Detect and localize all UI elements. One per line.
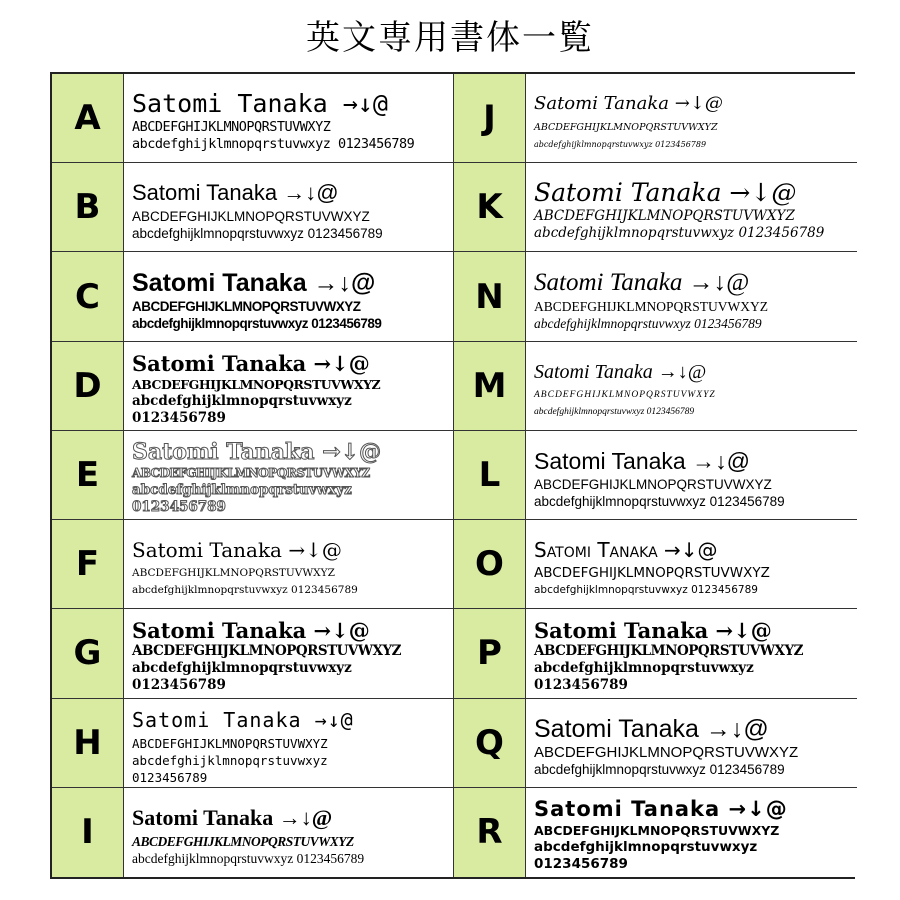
font-letter-j: J	[454, 74, 526, 163]
font-letter-a: A	[52, 74, 124, 163]
sample-name: Satomi Tanaka →↓@	[534, 538, 718, 563]
sample-lower: abcdefghijklmnopqrstuvwxyz 0123456789	[534, 406, 695, 417]
sample-lower: abcdefghijklmnopqrstuvwxyz 0123456789	[132, 136, 415, 153]
font-sample-e	[124, 431, 454, 520]
font-sample-l	[526, 431, 857, 520]
sample-upper: ABCDEFGHIJKLMNOPQRSTUVWXYZ	[534, 208, 795, 225]
sample-upper: ABCDEFGHIJKLMNOPQRSTUVWXYZ	[534, 743, 799, 761]
sample-name: Satomi Tanaka →↓@	[132, 89, 388, 119]
sample-lower: abcdefghijklmnopqrstuvwxyz 0123456789	[132, 315, 382, 331]
sample-upper: ABCDEFGHIJKLMNOPQRSTUVWXYZ	[132, 119, 331, 136]
font-sample-j	[526, 74, 857, 163]
font-sample-i	[124, 788, 454, 877]
sample-name: Satomi Tanaka →↓@	[534, 714, 769, 743]
sample-lower: abcdefghijklmnopqrstuvwxyz 0123456789	[132, 226, 383, 242]
sample-upper: ABCDEFGHIJKLMNOPQRSTUVWXYZ	[534, 389, 716, 400]
font-sample-b	[124, 163, 454, 252]
sample-digits: 0123456789	[132, 677, 226, 694]
sample-lower: abcdefghijklmnopqrstuvwxyz	[534, 839, 758, 856]
font-letter-f: F	[52, 520, 124, 609]
sample-lower: abcdefghijklmnopqrstuvwxyz 0123456789	[534, 584, 758, 597]
sample-lower: abcdefghijklmnopqrstuvwxyz 0123456789	[534, 493, 785, 509]
font-letter-c: C	[52, 252, 124, 341]
font-sample-p	[526, 609, 857, 698]
font-sample-k	[526, 163, 857, 252]
font-letter-r: R	[454, 788, 526, 877]
sample-digits: 0123456789	[132, 770, 208, 786]
sample-name: Satomi Tanaka →↓@	[534, 797, 788, 822]
font-letter-o: O	[454, 520, 526, 609]
sample-digits: 0123456789	[132, 409, 226, 426]
font-letter-i: I	[52, 788, 124, 877]
font-sample-m	[526, 342, 857, 431]
sample-name: Satomi Tanaka →↓@	[132, 350, 370, 376]
font-letter-d: D	[52, 342, 124, 431]
font-letter-b: B	[52, 163, 124, 252]
sample-lower: abcdefghijklmnopqrstuvwxyz 0123456789	[132, 851, 365, 867]
sample-digits: 0123456789	[534, 677, 628, 694]
sample-upper: ABCDEFGHIJKLMNOPQRSTUVWXYZ	[132, 466, 370, 481]
sample-digits: 0123456789	[132, 499, 226, 516]
sample-upper: ABCDEFGHIJKLMNOPQRSTUVWXYZ	[534, 476, 772, 492]
sample-lower: abcdefghijklmnopqrstuvwxyz	[534, 660, 754, 677]
font-sample-n	[526, 252, 857, 341]
sample-lower: abcdefghijklmnopqrstuvwxyz	[132, 660, 352, 677]
sample-name: Satomi Tanaka →↓@	[132, 439, 382, 466]
font-table	[50, 72, 855, 879]
sample-lower: abcdefghijklmnopqrstuvwxyz	[132, 482, 352, 499]
sample-upper: ABCDEFGHIJKLMNOPQRSTUVWXYZ	[534, 823, 780, 839]
sample-lower: abcdefghijklmnopqrstuvwxyz 0123456789	[132, 584, 358, 597]
page-title: 英文専用書体一覧	[306, 18, 594, 58]
font-sample-h	[124, 699, 454, 788]
sample-upper: ABCDEFGHIJKLMNOPQRSTUVWXYZ	[534, 122, 718, 134]
font-sample-r	[526, 788, 857, 877]
sample-upper: ABCDEFGHIJKLMNOPQRSTUVWXYZ	[132, 736, 328, 752]
sample-name: Satomi Tanaka →↓@	[534, 618, 772, 644]
font-letter-q: Q	[454, 699, 526, 788]
font-sample-q	[526, 699, 857, 788]
sample-digits: 0123456789	[534, 856, 628, 873]
sample-lower: abcdefghijklmnopqrstuvwxyz	[132, 392, 352, 409]
sample-upper: ABCDEFGHIJKLMNOPQRSTUVWXYZ	[534, 565, 770, 582]
sample-lower: abcdefghijklmnopqrstuvwxyz	[132, 753, 328, 769]
font-sample-g	[124, 609, 454, 698]
sample-name: Satomi Tanaka →↓@	[132, 708, 354, 733]
font-sample-c	[124, 252, 454, 341]
font-letter-k: K	[454, 163, 526, 252]
font-letter-n: N	[454, 252, 526, 341]
sample-name: Satomi Tanaka →↓@	[132, 805, 333, 831]
sample-name: Satomi Tanaka →↓@	[534, 360, 707, 383]
font-letter-l: L	[454, 431, 526, 520]
sample-lower: abcdefghijklmnopqrstuvwxyz 0123456789	[534, 315, 762, 331]
sample-name: Satomi Tanaka →↓@	[132, 268, 376, 297]
sample-name: Satomi Tanaka →↓@	[132, 538, 342, 563]
sample-name: Satomi Tanaka →↓@	[132, 618, 370, 644]
font-letter-m: M	[454, 342, 526, 431]
font-sample-o	[526, 520, 857, 609]
font-letter-h: H	[52, 699, 124, 788]
sample-lower: abcdefghijklmnopqrstuvwxyz 0123456789	[534, 140, 707, 150]
sample-name: Satomi Tanaka →↓@	[534, 447, 750, 474]
sample-upper: ABCDEFGHIJKLMNOPQRSTUVWXYZ	[132, 298, 361, 314]
sample-name: Satomi Tanaka →↓@	[534, 93, 723, 115]
sample-upper: ABCDEFGHIJKLMNOPQRSTUVWXYZ	[132, 376, 381, 392]
sample-upper: ABCDEFGHIJKLMNOPQRSTUVWXYZ	[132, 834, 354, 850]
sample-name: Satomi Tanaka →↓@	[534, 178, 797, 208]
sample-upper: ABCDEFGHIJKLMNOPQRSTUVWXYZ	[534, 643, 804, 660]
sample-name: Satomi Tanaka →↓@	[534, 268, 750, 296]
font-letter-p: P	[454, 609, 526, 698]
sample-lower: abcdefghijklmnopqrstuvwxyz 0123456789	[534, 225, 825, 242]
font-letter-e: E	[52, 431, 124, 520]
font-letter-g: G	[52, 609, 124, 698]
font-sample-a	[124, 74, 454, 163]
font-sample-f	[124, 520, 454, 609]
sample-upper: ABCDEFGHIJKLMNOPQRSTUVWXYZ	[132, 567, 335, 580]
sample-name: Satomi Tanaka →↓@	[132, 180, 339, 206]
sample-upper: ABCDEFGHIJKLMNOPQRSTUVWXYZ	[132, 209, 370, 225]
font-sample-d	[124, 342, 454, 431]
sample-lower: abcdefghijklmnopqrstuvwxyz 0123456789	[534, 761, 785, 777]
sample-upper: ABCDEFGHIJKLMNOPQRSTUVWXYZ	[132, 643, 402, 660]
sample-upper: ABCDEFGHIJKLMNOPQRSTUVWXYZ	[534, 298, 769, 314]
